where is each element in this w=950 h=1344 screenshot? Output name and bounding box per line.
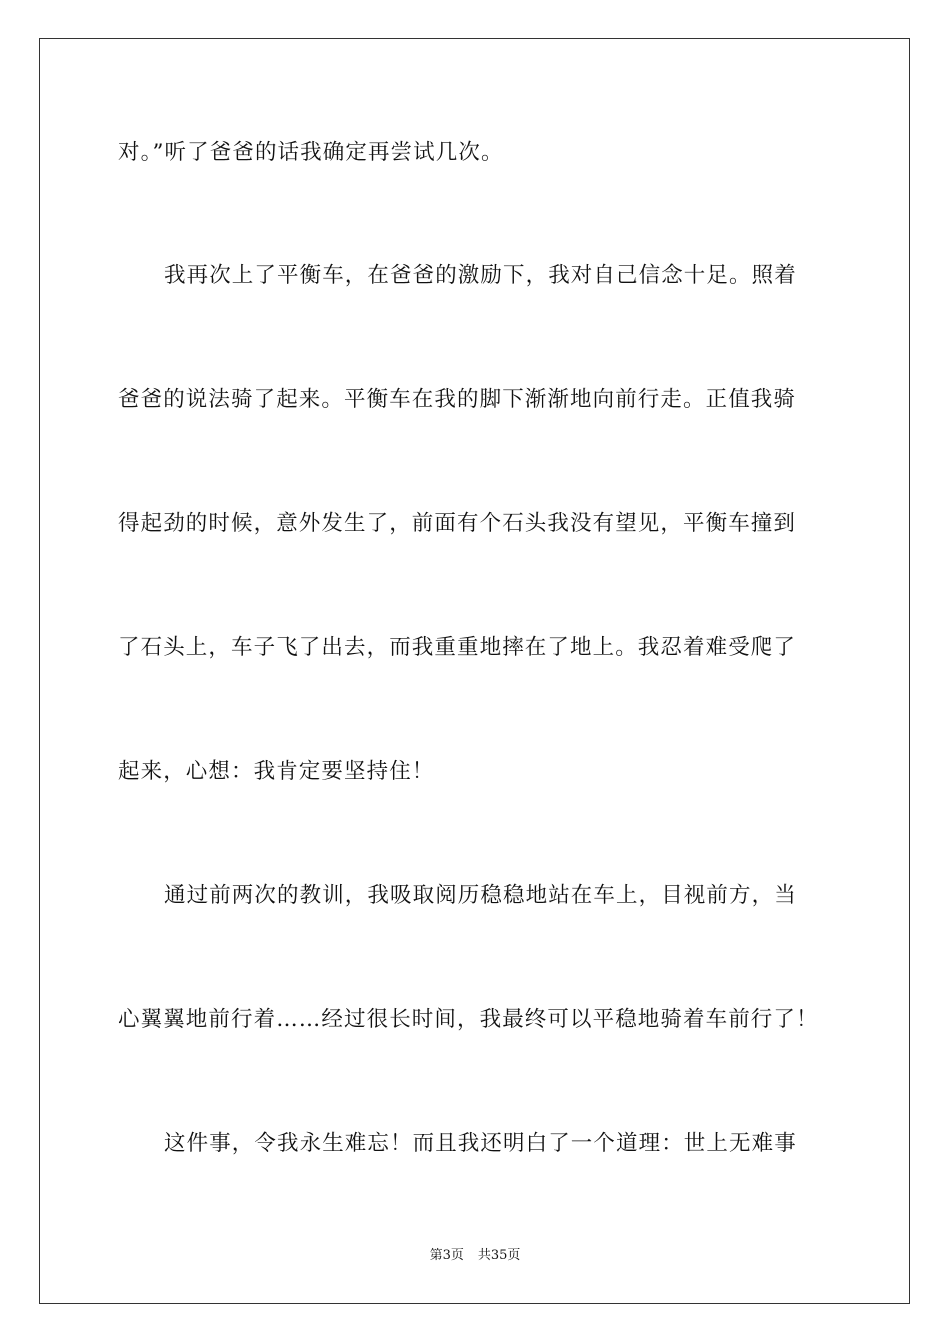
text-line-5: 了石头上，车子飞了出去，而我重重地摔在了地上。我忍着难受爬了 — [118, 635, 797, 660]
text-line-1: 对。”听了爸爸的话我确定再尝试几次。 — [118, 140, 504, 165]
text-line-6: 起来，心想：我肯定要坚持住！ — [118, 759, 435, 784]
page-total: 共35页 — [477, 1248, 521, 1263]
text-line-9: 这件事，令我永生难忘！而且我还明白了一个道理：世上无难事 — [164, 1131, 797, 1156]
text-line-7: 通过前两次的教训，我吸取阅历稳稳地站在车上，目视前方，当 — [164, 883, 797, 908]
page-border — [39, 38, 910, 1304]
text-line-2: 我再次上了平衡车，在爸爸的激励下，我对自己信念十足。照着 — [164, 263, 797, 288]
page-footer — [0, 1247, 950, 1265]
text-line-3: 爸爸的说法骑了起来。平衡车在我的脚下渐渐地向前行走。正值我骑 — [118, 387, 797, 412]
text-line-4: 得起劲的时候，意外发生了，前面有个石头我没有望见，平衡车撞到 — [118, 511, 797, 536]
text-line-8: 心翼翼地前行着……经过很长时间，我最终可以平稳地骑着车前行了！ — [118, 1007, 819, 1032]
page-number: 第3页 — [429, 1248, 464, 1263]
